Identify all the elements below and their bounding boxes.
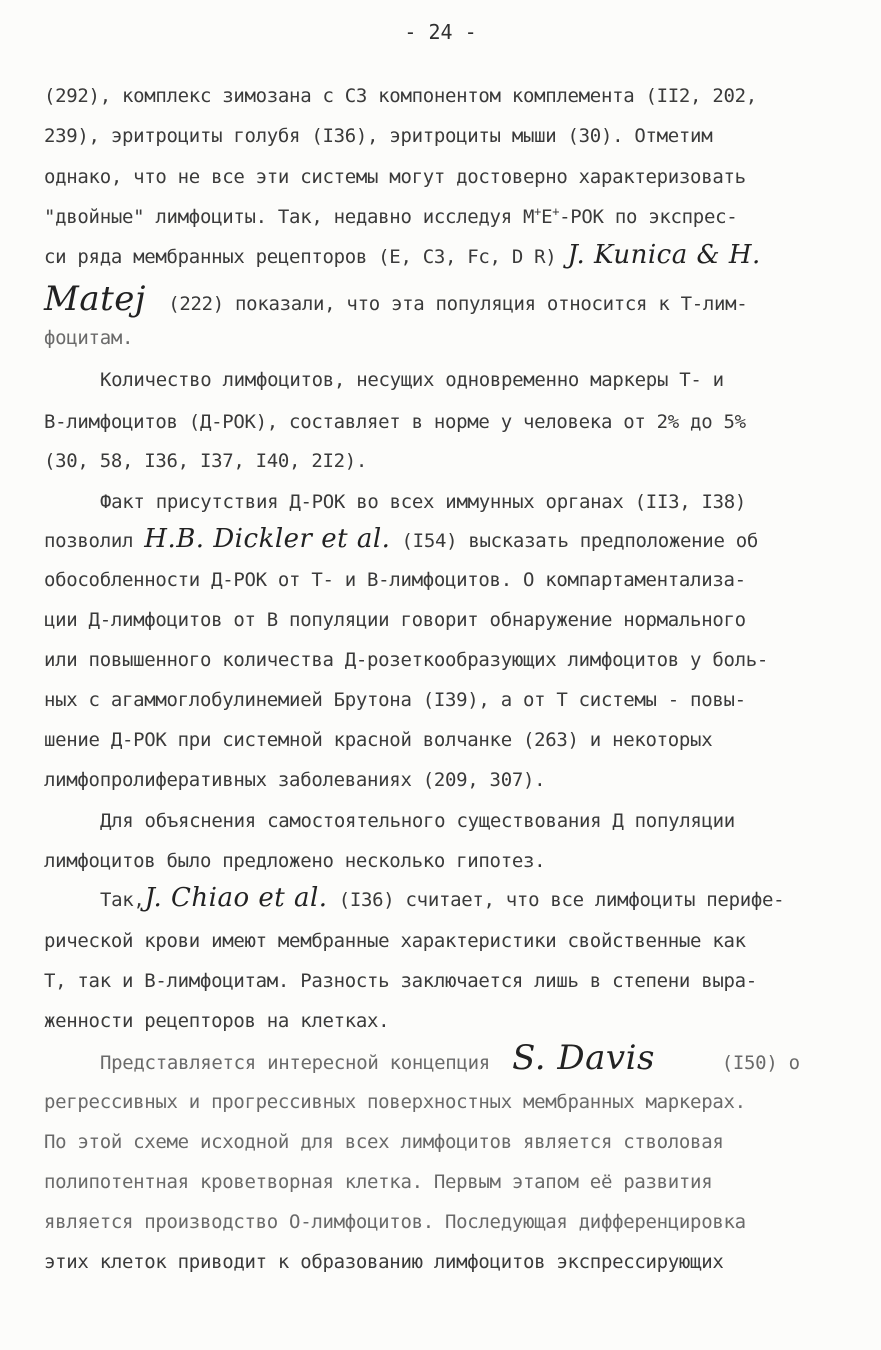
- text-line: этих клеток приводит к образованию лимфоцитов экспрессирующих: [44, 1251, 724, 1273]
- text-fragment: Представляется интересной концепция: [100, 1052, 490, 1074]
- text-line: [100, 883, 844, 913]
- text-line: лимфопролиферативных заболеваниях (209, 307).: [44, 769, 546, 791]
- text-line: (30, 58, I36, I37, I40, 2I2).: [44, 450, 368, 472]
- text-fragment: позволил: [44, 530, 134, 552]
- text-line: обособленности Д-РОК от Т- и В-лимфоцитов. О компартаментализа-: [44, 569, 746, 591]
- text-line: [100, 1038, 844, 1078]
- text-line: рической крови имеют мембранные характеристики свойственные как: [44, 930, 746, 952]
- text-line: Для объяснения самостоятельного существования Д популяции: [100, 810, 735, 832]
- text-line: ных с агаммоглобулинемией Брутона (I39), а от Т системы - повы-: [44, 689, 746, 711]
- page-number: - 24 -: [404, 20, 477, 44]
- handwritten-author: J. Chiao et al.: [144, 883, 328, 913]
- text-fragment: (I36) считает, что все лимфоциты перифе-: [338, 889, 785, 911]
- text-line: Т, так и В-лимфоцитам. Разность заключается лишь в степени выра-: [44, 970, 757, 992]
- text-fragment: (I50) о: [721, 1052, 800, 1074]
- text-line: В-лимфоцитов (Д-РОК), составляет в норме у человека от 2% до 5%: [44, 411, 746, 433]
- text-line: женности рецепторов на клетках.: [44, 1010, 390, 1032]
- text-line: ции Д-лимфоцитов от В популяции говорит обнаружение нормального: [44, 609, 746, 631]
- text-line: полипотентная кроветворная клетка. Первым этапом её развития: [44, 1171, 713, 1193]
- text-line: Количество лимфоцитов, несущих одновременно маркеры Т- и: [100, 369, 724, 391]
- handwritten-author: Matej: [44, 279, 146, 319]
- handwritten-author: J. Kunica & H.: [567, 240, 761, 270]
- text-fragment: (222) показали, что эта популяция относится к Т-лим-: [168, 293, 748, 315]
- text-line: однако, что не все эти системы могут достоверно характеризовать: [44, 166, 746, 188]
- text-line: [44, 279, 844, 319]
- text-line: [44, 205, 844, 229]
- text-fragment: "двойные" лимфоциты. Так, недавно исследуя: [44, 206, 512, 228]
- text-line: является производство О-лимфоцитов. Последующая дифференцировка: [44, 1211, 746, 1233]
- text-line: (292), комплекс зимозана с С3 компонентом комплемента (II2, 202,: [44, 85, 757, 107]
- text-line: регрессивных и прогрессивных поверхностных мембранных маркерах.: [44, 1091, 746, 1113]
- text-line: фоцитам.: [44, 327, 134, 349]
- text-line: или повышенного количества Д-розеткообразующих лимфоцитов у боль-: [44, 649, 769, 671]
- text-fragment: (I54) высказать предположение об: [401, 530, 758, 552]
- text-line: [44, 240, 844, 270]
- marker-sup: +: [534, 204, 542, 219]
- text-line: шение Д-РОК при системной красной волчанке (263) и некоторых: [44, 729, 713, 751]
- text-fragment: си ряда мембранных рецепторов (Е, С3, Fc, D R): [44, 246, 557, 268]
- text-line: 239), эритроциты голубя (I36), эритроциты мыши (30). Отметим: [44, 125, 713, 147]
- text-fragment: Так,: [100, 889, 145, 911]
- marker-mid: Е: [541, 206, 553, 228]
- marker-base: М: [522, 206, 535, 228]
- text-line: По этой схеме исходной для всех лимфоцитов является стволовая: [44, 1131, 724, 1153]
- text-line: лимфоцитов было предложено несколько гипотез.: [44, 850, 546, 872]
- marker-tail: -РОК по экспрес-: [559, 206, 738, 228]
- handwritten-author: S. Davis: [512, 1038, 655, 1078]
- marker-sup: +: [552, 204, 560, 219]
- text-line: [44, 524, 844, 554]
- text-line: Факт присутствия Д-РОК во всех иммунных органах (II3, I38): [100, 491, 747, 513]
- handwritten-author: H.B. Dickler et al.: [144, 524, 391, 554]
